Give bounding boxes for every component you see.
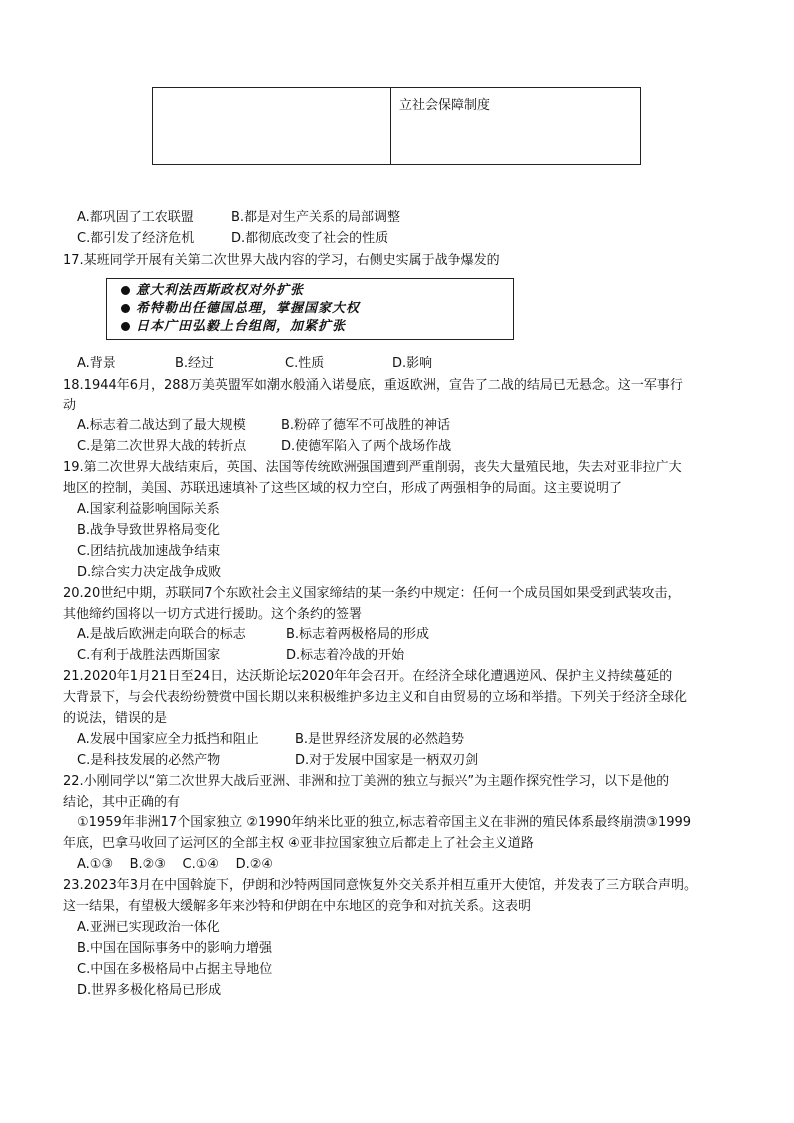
q22-stem-line2: 结论，其中正确的有	[63, 795, 181, 810]
q19-option-b: B.战争导致世界格局变化	[77, 523, 221, 538]
q21-option-b: B.是世界经济发展的必然趋势	[295, 732, 465, 747]
q21-option-c: C.是科技发展的必然产物	[77, 753, 221, 768]
q20-stem-line2: 其他缔约国将以一切方式进行援助。这个条约的签署	[63, 607, 363, 622]
q23-stem-line2: 这一结果，有望极大缓解多年来沙特和伊朗在中东地区的竞争和对抗关系。这表明	[63, 899, 532, 914]
q20-option-c: C.有利于战胜法西斯国家	[77, 648, 221, 663]
q20-option-a: A.是战后欧洲走向联合的标志	[77, 627, 246, 642]
q17-option-d: D.影响	[392, 356, 433, 371]
table-cell-text: 立社会保障制度	[399, 98, 491, 113]
q22-stem-line1: 22.小刚同学以“第二次世界大战后亚洲、非洲和拉丁美洲的独立与振兴”为主题作探究性学习，以下是他的	[63, 774, 670, 789]
table-cell-left	[153, 88, 391, 164]
q20-option-b: B.标志着两极格局的形成	[286, 627, 430, 642]
table-cell-right	[391, 88, 640, 164]
q22-item-line1: ①1959年非洲17个国家独立 ②1990年纳米比亚的独立,标志着帝国主义在非洲的殖民体系最终崩溃③1999	[77, 815, 692, 830]
q17-fact-1: 意大利法西斯政权对外扩张	[136, 283, 305, 298]
q20-option-d: D.标志着冷战的开始	[286, 648, 405, 663]
q23-option-b: B.中国在国际事务中的影响力增强	[77, 941, 273, 956]
q22-options: A.①③ B.②③ C.①④ D.②④	[77, 857, 274, 872]
q17-fact-2: 希特勒出任德国总理，掌握国家大权	[136, 301, 361, 316]
q18-stem-line1: 18.1944年6月，288万美英盟军如潮水般涌入诺曼底，重返欧洲，宣告了二战的结局已无悬念。这一军事行	[63, 378, 683, 393]
q23-option-c: C.中国在多极格局中占据主导地位	[77, 962, 273, 977]
bullet-icon	[121, 322, 130, 331]
q17-stem: 17.某班同学开展有关第二次世界大战内容的学习，右侧史实属于战争爆发的	[63, 253, 500, 268]
q16-option-c: C.都引发了经济危机	[77, 231, 195, 246]
q18-option-d: D.使德军陷入了两个战场作战	[281, 439, 452, 454]
q23-option-d: D.世界多极化格局已形成	[77, 983, 222, 998]
q19-stem-line2: 地区的控制，美国、苏联迅速填补了这些区域的权力空白，形成了两强相争的局面。这主要说明了	[63, 481, 623, 496]
q17-fact-box	[106, 278, 514, 340]
q16-option-d: D.都彻底改变了社会的性质	[231, 231, 389, 246]
q22-item-line2: 年底，巴拿马收回了运河区的全部主权 ④亚非拉国家独立后都走上了社会主义道路	[63, 836, 534, 851]
q16-option-b: B.都是对生产关系的局部调整	[231, 210, 401, 225]
q18-option-a: A.标志着二战达到了最大规模	[77, 418, 246, 433]
q18-option-c: C.是第二次世界大战的转折点	[77, 439, 247, 454]
q19-option-c: C.团结抗战加速战争结束	[77, 544, 221, 559]
q21-option-d: D.对于发展中国家是一柄双刃剑	[295, 753, 479, 768]
q19-stem-line1: 19.第二次世界大战结束后，英国、法国等传统欧洲强国遭到严重削弱，丧失大量殖民地，失去对亚非拉广大	[63, 460, 682, 475]
q18-option-b: B.粉碎了德军不可战胜的神话	[281, 418, 451, 433]
q23-stem-line1: 23.2023年3月在中国斡旋下，伊朗和沙特两国同意恢复外交关系并相互重开大使馆，并发表了三方联合声明。	[63, 878, 698, 893]
q17-option-a: A.背景	[77, 356, 116, 371]
q17-option-b: B.经过	[175, 356, 215, 371]
q21-option-a: A.发展中国家应全力抵挡和阻止	[77, 732, 259, 747]
bullet-icon	[121, 286, 130, 295]
answer-table	[152, 87, 641, 165]
q21-stem-line3: 的说法，错误的是	[63, 711, 168, 726]
q19-option-a: A.国家利益影响国际关系	[77, 502, 220, 517]
q23-option-a: A.亚洲已实现政治一体化	[77, 920, 220, 935]
q20-stem-line1: 20.20世纪中期，苏联同7个东欧社会主义国家缔结的某一条约中规定：任何一个成员国如果受到武装攻击，	[63, 586, 681, 601]
q19-option-d: D.综合实力决定战争成败	[77, 565, 222, 580]
q18-stem-line2: 动	[63, 398, 77, 413]
q17-fact-3: 日本广田弘毅上台组阁，加紧扩张	[136, 319, 347, 334]
q21-stem-line1: 21.2020年1月21日至24日，达沃斯论坛2020年年会召开。在经济全球化遭遇逆风、保护主义持续蔓延的	[63, 669, 673, 684]
q16-option-a: A.都巩固了工农联盟	[77, 210, 194, 225]
q21-stem-line2: 大背景下，与会代表纷纷赞赏中国长期以来积极维护多边主义和自由贸易的立场和举措。下列关于经济全球化	[63, 690, 688, 705]
bullet-icon	[121, 304, 130, 313]
q17-option-c: C.性质	[285, 356, 325, 371]
